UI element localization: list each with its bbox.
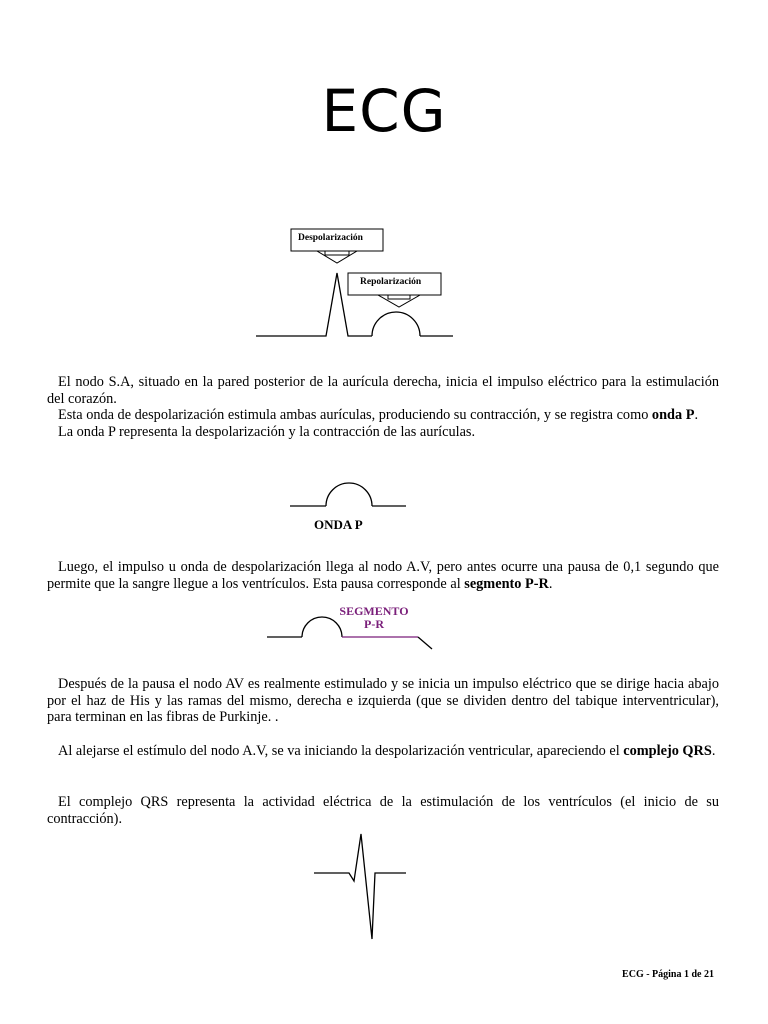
- paragraph-line: La onda P representa la despolarización y la contracción de las aurículas.: [58, 423, 476, 440]
- onda-p-term: onda P: [651, 407, 695, 424]
- paragraph-his-bundle: Después de la pausa el nodo AV es realmente estimulado y se inicia un impulso eléctrico que se dirige hacia abajo por el haz de His y las ramas del mismo, derecha e izquierda (que se dividen dentro del tabique interventricular), para terminan en las fibras de Purkinje. .: [47, 676, 719, 726]
- segmento-pr-term: segmento P-R: [464, 575, 549, 592]
- paragraph-qrs-meaning: El complejo QRS representa la actividad eléctrica de la estimulación de los ventrículos (el inicio de su contracción).: [47, 794, 719, 827]
- paragraph-av-node: Luego, el impulso u onda de despolarización llega al nodo A.V, pero antes ocurre una pausa de 0,1 segundo que permite que la sangre llegue a los ventrículos. Esta pausa corresponde al segmento P-R.: [47, 559, 719, 592]
- page-footer: ECG - Página 1 de 21: [622, 969, 714, 980]
- paragraph-line: Esta onda de despolarización estimula ambas aurículas, produciendo su contracción, y se registra como onda P.: [58, 407, 699, 424]
- depolarization-box-label: Despolarización: [298, 233, 363, 243]
- repolarization-box-label: Repolarización: [360, 277, 422, 287]
- onda-p-caption: ONDA P: [314, 517, 363, 532]
- paragraph-line: El nodo S.A, situado en la pared posterior de la aurícula derecha, inicia el impulso eléctrico para la estimulación del corazón.: [47, 374, 719, 407]
- page-title: ECG: [321, 77, 447, 145]
- complejo-qrs-term: complejo QRS: [623, 743, 712, 759]
- segment-pr-label: SEGMENTO P-R: [339, 604, 409, 631]
- paragraph-ventricular-depolarization: Al alejarse el estímulo del nodo A.V, se va iniciando la despolarización ventricular, apareciendo el complejo QRS.: [58, 743, 716, 759]
